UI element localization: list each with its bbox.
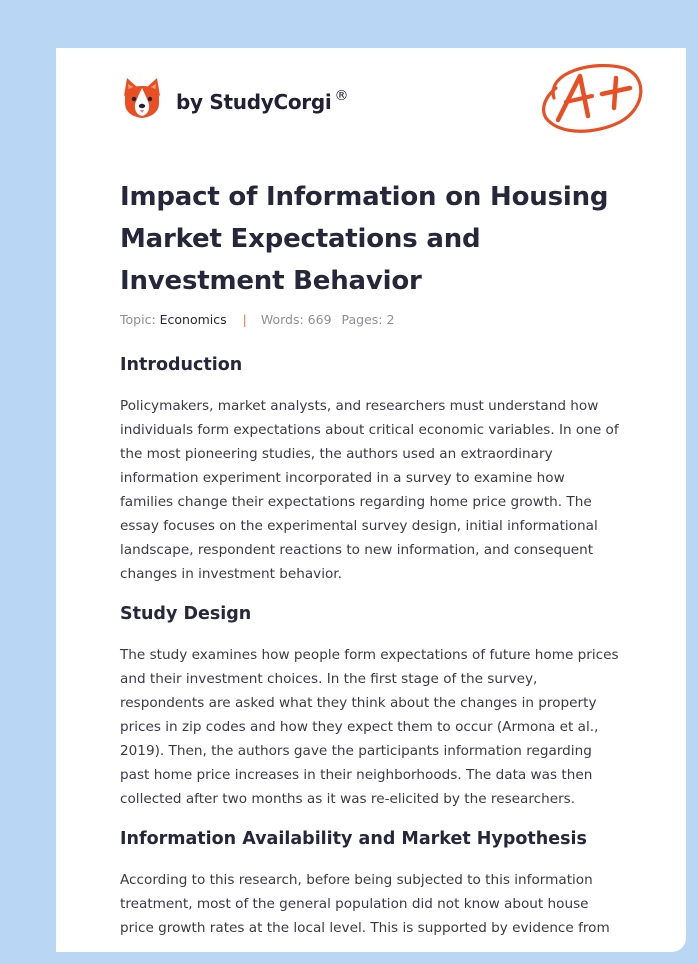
page-count: Pages: 2: [341, 312, 395, 327]
section-heading-information-availability: Information Availability and Market Hypothesis: [120, 829, 587, 849]
paragraph-line: essay focuses on the experimental survey design, initial informational: [120, 518, 598, 534]
registered-mark: ®: [334, 88, 349, 104]
meta-separator: |: [242, 312, 247, 327]
section-heading-introduction: Introduction: [120, 355, 243, 375]
document-page: [56, 48, 686, 952]
document-body: [120, 352, 636, 940]
grade-a-plus-badge: [536, 58, 652, 142]
paragraph-line: individuals form expectations about critical economic variables. In one of: [120, 422, 619, 438]
paragraph-line: Policymakers, market analysts, and researchers must understand how: [120, 398, 599, 414]
document-meta: [120, 312, 394, 327]
paragraph-line: landscape, respondent reactions to new information, and consequent: [120, 542, 594, 558]
paragraph-line: The study examines how people form expectations of future home prices: [120, 647, 619, 663]
brand-name: by StudyCorgi ®: [176, 88, 349, 114]
corgi-logo-icon: [122, 76, 162, 120]
section-heading-study-design: Study Design: [120, 604, 252, 624]
paragraph-line: treatment, most of the general population did not know about house: [120, 896, 589, 912]
paragraph-line: information experiment incorporated in a survey to examine how: [120, 470, 565, 486]
topic-link[interactable]: Economics: [159, 312, 227, 327]
paragraph-study-design: [120, 643, 636, 811]
paragraph-line: 2019). Then, the authors gave the participants information regarding: [120, 743, 592, 759]
paragraph-line: According to this research, before being subjected to this information: [120, 872, 593, 888]
paragraph-line: changes in investment behavior.: [120, 566, 342, 582]
word-count: Words: 669: [260, 312, 332, 327]
paragraph-line: collected after two months as it was re-elicited by the researchers.: [120, 791, 576, 807]
paragraph-line: prices in zip codes and how they expect them to occur (Armona et al.,: [120, 719, 599, 735]
paragraph-line: the most pioneering studies, the authors used an extraordinary: [120, 446, 553, 462]
paragraph-line: past home price increases in their neighborhoods. The data was then: [120, 767, 593, 783]
document-title: Impact of Information on Housing Market Expectations and Investment Behavior: [120, 182, 609, 296]
paragraph-line: price growth rates at the local level. This is supported by evidence from: [120, 920, 610, 936]
paragraph-line: families change their expectations regarding home price growth. The: [120, 494, 592, 510]
paragraph-information-availability: [120, 868, 636, 940]
paragraph-line: and their investment choices. In the first stage of the survey,: [120, 671, 538, 687]
paragraph-line: respondents are asked what they think about the changes in property: [120, 695, 597, 711]
paragraph-introduction: [120, 394, 636, 586]
topic-label: Topic:: [120, 312, 156, 327]
brand-header[interactable]: [122, 76, 348, 120]
